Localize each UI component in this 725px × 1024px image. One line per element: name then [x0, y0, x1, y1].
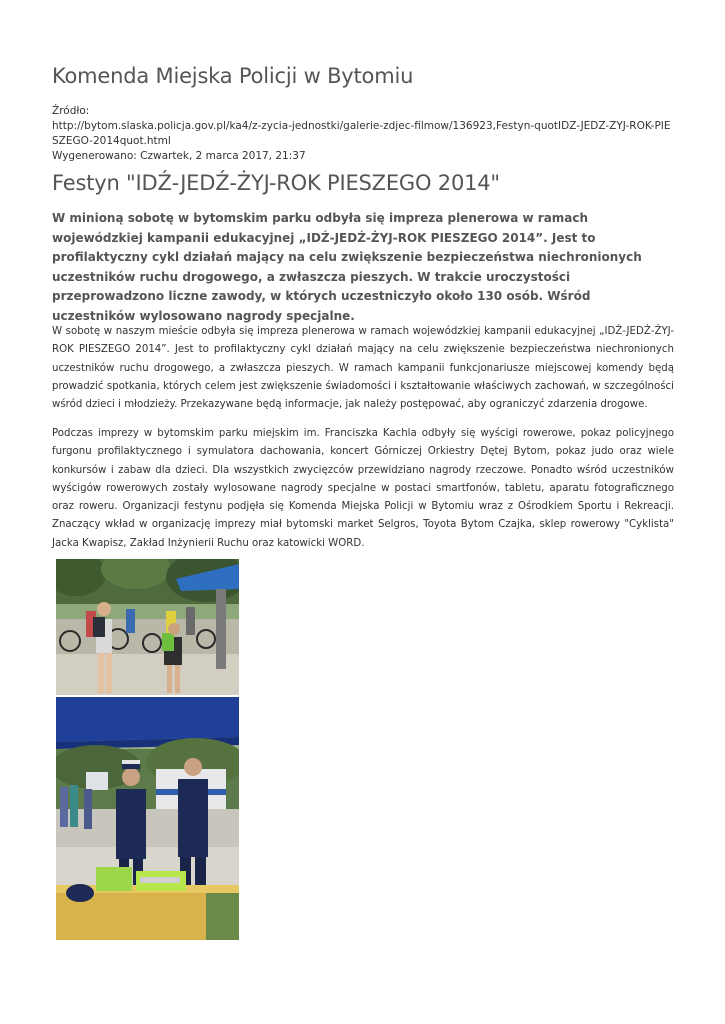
festival-photo-police-stand: [56, 697, 239, 940]
article-paragraph: W sobotę w naszym mieście odbyła się impreza plenerowa w ramach wojewódzkiej kampanii edukacyjnej „IDŹ-JEDŹ-ŻYJ-ROK PIESZEGO 2014”. Jest to profilaktyczny cykl działań mający na celu zwiększenie bezpieczeństwa niechronionych uczestników ruchu drogowego, a zwłaszcza pieszych. W ramach kampanii funkcjonariusze miejscowej komendy będą prowadzić spotkania, których celem jest zwiększenie świadomości i kształtowanie właściwych zachowań, w szczególności wśród dzieci i młodzieży. Przekazywane będą informacje, jak należy postępować, aby ograniczyć zdarzenia drogowe.: [52, 326, 674, 411]
article-paragraph: Podczas imprezy w bytomskim parku miejskim im. Franciszka Kachla odbyły się wyścigi rowerowe, pokaz policyjnego furgonu profilaktycznego i symulatora dachowania, koncert Górniczej Orkiestry Dętej Bytom, pokaz judo oraz wiele konkursów i zabaw dla dzieci. Dla wszystkich zwycięzców przewidziano nagrody rzeczowe. Ponadto wśród uczestników wyścigów rowerowych zostały wylosowane nagrody specjalne w postaci smartfonów, tabletu, aparatu fotograficznego oraz roweru. Organizacji festynu podjęła się Komenda Miejska Policji w Bytomiu wraz z Ośrodkiem Sportu i Rekreacji. Znaczący wkład w organizację imprezy miał bytomski market Selgros, Toyota Bytom Czajka, sklep rowerowy "Cyklista" Jacka Kwapisz, Zakład Inżynierii Ruchu oraz katowicki WORD.: [52, 428, 674, 549]
generated-date: Wygenerowano: Czwartek, 2 marca 2017, 21:37: [52, 150, 306, 162]
article-lead: W minioną sobotę w bytomskim parku odbyła się impreza plenerowa w ramach wojewódzkiej kampanii edukacyjnej „IDŹ-JEDŹ-ŻYJ-ROK PIESZEGO 2014”. Jest to profilaktyczny cykl działań mający na celu zwiększenie bezpieczeństwa niechronionych uczestników ruchu drogowego, a zwłaszcza pieszych. W trakcie uroczystości przeprowadzono liczne zawody, w których uczestniczyło około 130 osób. Wśród uczestników wylosowano nagrody specjalne.: [52, 211, 642, 323]
festival-photo-bikes: [56, 559, 239, 695]
article-title: Festyn "IDŹ-JEDŹ-ŻYJ-ROK PIESZEGO 2014": [52, 171, 500, 195]
document-meta: [52, 104, 674, 164]
source-label: Źródło:: [52, 105, 90, 117]
site-title: Komenda Miejska Policji w Bytomiu: [52, 64, 414, 88]
source-url: http://bytom.slaska.policja.gov.pl/ka4/z-zycia-jednostki/galerie-zdjec-filmow/136923,Festyn-quotIDZ-JEDZ-ZYJ-ROK-PIESZEGO-2014quot.html: [52, 120, 671, 147]
